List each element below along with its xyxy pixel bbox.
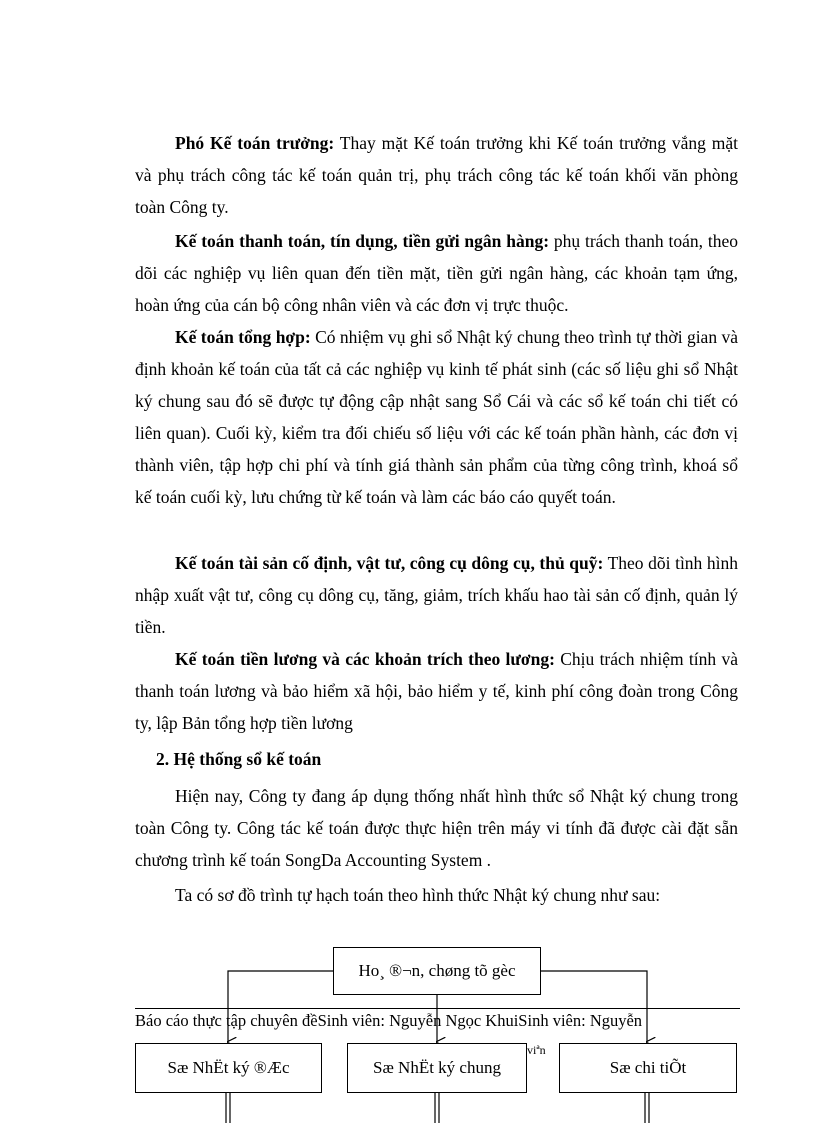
connector-to-right: [541, 971, 647, 1042]
paragraph-lead: Kế toán tổng hợp:: [175, 327, 311, 347]
paragraph-lead: Kế toán thanh toán, tín dụng, tiền gửi ngân hàng:: [175, 231, 550, 251]
diagram-box-source-documents: Ho¸ ®¬n, chøng tõ gèc: [333, 947, 541, 995]
diagram-box-general-journal: Sæ NhËt ký chung: [347, 1043, 527, 1093]
paragraph-so-do-intro: Ta có sơ đồ trình tự hạch toán theo hình thức Nhật ký chung như sau:: [175, 885, 661, 905]
paragraph-body: Có nhiệm vụ ghi sổ Nhật ký chung theo trình tự thời gian và định khoản kế toán của tất cả các nghiệp vụ kinh tế phát sinh (các số liệu ghi sổ Nhật ký chung sau đó sẽ được tự động cập nhật sang Sổ Cái và các sổ kế toán chi tiết có liên quan). Cuối kỳ, kiểm tra đối chiếu số liệu với các kế toán phần hành, các đơn vị thành viên, tập hợp chi phí và tính giá thành sản phẩm của từng công trình, khoá sổ kế toán cuối kỳ, lưu chứng từ kế toán và làm các báo cáo quyết toán.: [135, 327, 738, 507]
paragraph-body: Chịu trách nhiệm tính và thanh toán lương và bảo hiểm xã hội, bảo hiểm y tế, kinh phí công đoàn trong Công ty, lập Bản tổng hợp tiền lương: [135, 649, 738, 733]
footer-fragment: viªn: [527, 1043, 546, 1057]
section-heading: 2. Hệ thống sổ kế toán: [156, 749, 322, 769]
paragraph-body: Thay mặt Kế toán trưởng khi Kế toán trưởng vắng mặt và phụ trách công tác kế toán quản trị, phụ trách công tác kế toán khối văn phòng toàn Công ty.: [135, 133, 738, 217]
paragraph-he-thong-so: Hiện nay, Công ty đang áp dụng thống nhất hình thức sổ Nhật ký chung trong toàn Công ty. Công tác kế toán được thực hiện trên máy vi tính đã được cài đặt sẵn chương trình kế toán SongDa Accounting System .: [135, 786, 738, 870]
diagram-box-detail-ledger: Sæ chi tiÕt: [559, 1043, 737, 1093]
footer-text: Báo cáo thực tập chuyên đềSinh viên: Nguyễn Ngọc KhuiSinh viên: Nguyễn: [135, 1011, 643, 1030]
paragraph-lead: Kế toán tài sản cố định, vật tư, công cụ dông cụ, thủ quỹ:: [175, 553, 604, 573]
paragraph-body: Theo dõi tình hình nhập xuất vật tư, công cụ dông cụ, tăng, giảm, trích khấu hao tài sản cố định, quản lý tiền.: [135, 553, 738, 637]
paragraph-lead: Phó Kế toán trưởng:: [175, 133, 335, 153]
diagram-box-special-journal: Sæ NhËt ký ®Æc: [135, 1043, 322, 1093]
paragraph-body: phụ trách thanh toán, theo dõi các nghiệp vụ liên quan đến tiền mặt, tiền gửi ngân hàng, các khoản tạm ứng, hoàn ứng của cán bộ công nhân viên và các đơn vị trực thuộc.: [135, 231, 738, 315]
paragraph-lead: Kế toán tiền lương và các khoản trích theo lương:: [175, 649, 555, 669]
connector-to-left: [228, 971, 333, 1042]
footer-rule: [135, 1008, 740, 1009]
